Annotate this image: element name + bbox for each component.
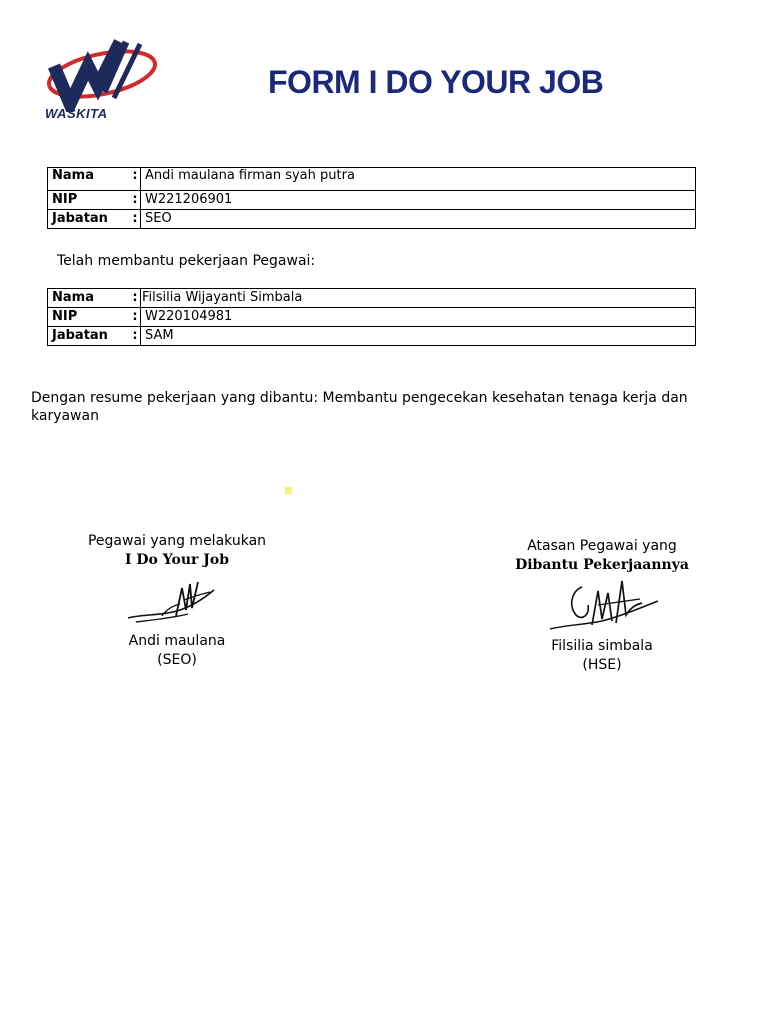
field-colon: : — [130, 168, 141, 191]
field-value: SAM — [141, 327, 696, 346]
field-label: NIP — [48, 308, 131, 327]
table-row — [48, 308, 696, 327]
logo-wordmark: WASKITA — [45, 106, 108, 121]
signature-position: (HSE) — [582, 657, 622, 673]
resume-text: Dengan resume pekerjaan yang dibantu: Membantu pengecekan kesehatan tenaga kerja dan karyawan — [31, 390, 688, 424]
signature-block-supervisor — [502, 537, 702, 675]
field-value: Filsilia Wijayanti Simbala — [141, 289, 696, 308]
signature-image — [77, 570, 277, 632]
page-title: FORM I DO YOUR JOB — [268, 64, 604, 100]
waskita-logo-icon — [40, 36, 160, 112]
helped-employee-table — [47, 288, 696, 346]
helped-intro-text: Telah membantu pekerjaan Pegawai: — [57, 253, 316, 269]
signature-name: Filsilia simbala — [551, 638, 653, 654]
field-label: Jabatan — [48, 210, 131, 229]
handwritten-signature-icon — [542, 575, 662, 637]
field-label: NIP — [48, 191, 131, 210]
field-value: Andi maulana firman syah putra — [141, 168, 696, 191]
signature-role: Pegawai yang melakukan — [87, 533, 267, 549]
signature-role-bold: Dibantu Pekerjaannya — [515, 557, 689, 573]
field-colon: : — [130, 210, 141, 229]
signature-block-employee — [77, 532, 277, 670]
table-row — [48, 168, 696, 191]
table-row — [48, 210, 696, 229]
field-colon: : — [130, 289, 141, 308]
field-value: SEO — [141, 210, 696, 229]
table-row — [48, 289, 696, 308]
field-value: W220104981 — [141, 308, 696, 327]
table-row — [48, 327, 696, 346]
field-value: W221206901 — [141, 191, 696, 210]
field-label: Jabatan — [48, 327, 131, 346]
signature-position: (SEO) — [157, 652, 197, 668]
employee-info-table — [47, 167, 696, 229]
field-label: Nama — [48, 289, 131, 308]
field-colon: : — [130, 191, 141, 210]
table-row — [48, 191, 696, 210]
field-colon: : — [130, 327, 141, 346]
field-colon: : — [130, 308, 141, 327]
signature-image — [502, 575, 702, 637]
handwritten-signature-icon — [122, 570, 232, 632]
highlight-dot — [285, 487, 292, 494]
signature-name: Andi maulana — [128, 633, 226, 649]
signature-role-bold: I Do Your Job — [124, 552, 230, 568]
signature-role: Atasan Pegawai yang — [527, 538, 677, 554]
field-label: Nama — [48, 168, 131, 191]
